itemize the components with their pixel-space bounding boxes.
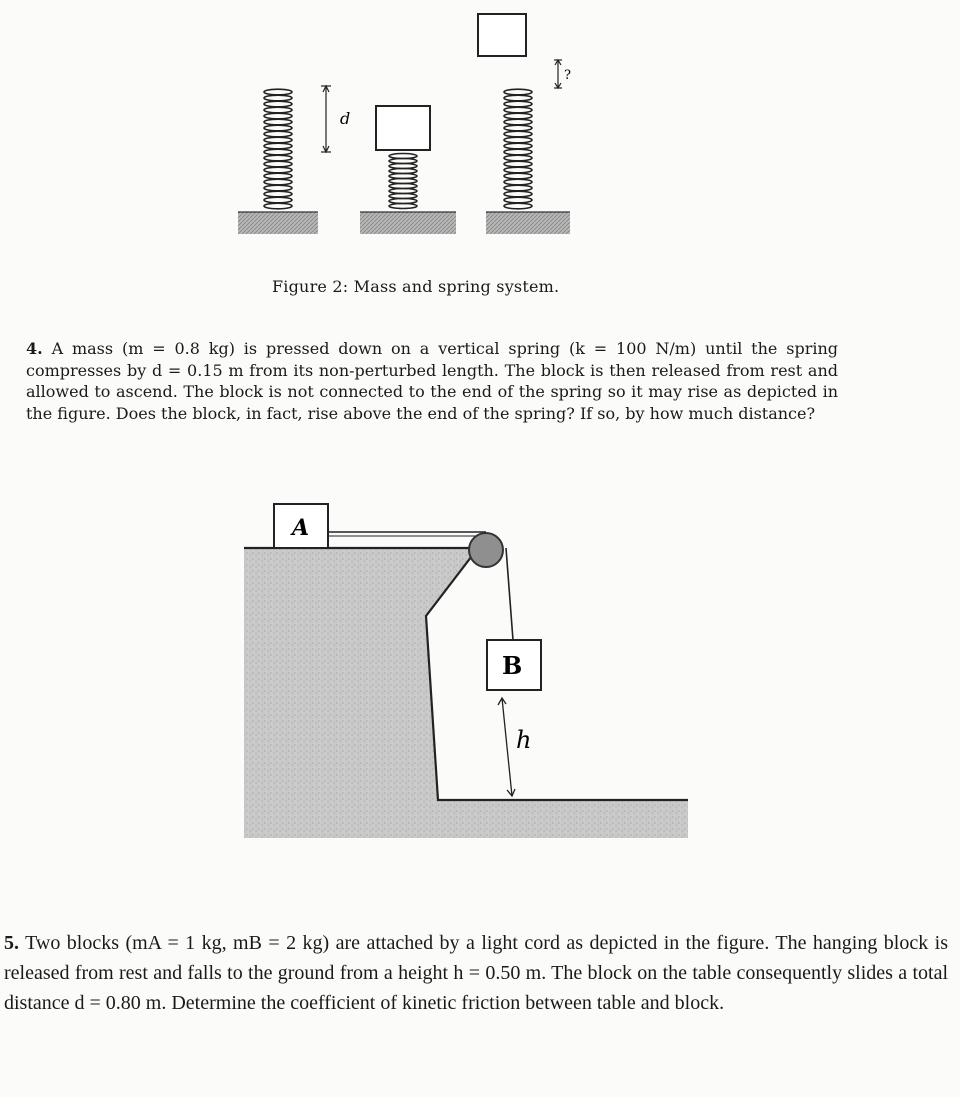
rise-arrow (554, 60, 562, 88)
label-question: ? (564, 68, 571, 83)
table (244, 548, 688, 838)
pulley-figure (240, 498, 700, 843)
mass-spring-figure (230, 10, 590, 250)
spring-released (478, 14, 570, 234)
compression-arrow (321, 86, 331, 152)
problem-4-number: 4. (26, 339, 43, 358)
spring-compressed (360, 106, 456, 234)
problem-5-text: Two blocks (mA = 1 kg, mB = 2 kg) are attached by a light cord as depicted in the figure. The hanging block is released from rest and falls to the ground from a height h = 0.50 m. The block on the table consequently slides a total distance d = 0.80 m. Determine the coefficient of kinetic friction between table and block. (4, 932, 949, 1014)
problem-4 (26, 338, 838, 424)
problem-4-text: A mass (m = 0.8 kg) is pressed down on a vertical spring (k = 100 N/m) until the spring compresses by d = 0.15 m from its non-perturbed length. The block is then released from rest and allowed to ascend. The block is not connected to the end of the spring so it may rise as depicted in the figure. Does the block, in fact, rise above the end of the spring? If so, by how much distance? (26, 339, 839, 423)
spring-uncompressed (238, 89, 318, 234)
height-arrow (498, 698, 515, 796)
problem-5-number: 5. (4, 932, 19, 954)
figure-caption: Figure 2: Mass and spring system. (272, 277, 560, 296)
label-h: h (516, 726, 532, 754)
problem-5 (4, 928, 948, 1018)
label-b: B (502, 651, 523, 680)
pulley (469, 533, 503, 567)
label-a: A (292, 515, 310, 541)
label-d: d (340, 109, 351, 128)
